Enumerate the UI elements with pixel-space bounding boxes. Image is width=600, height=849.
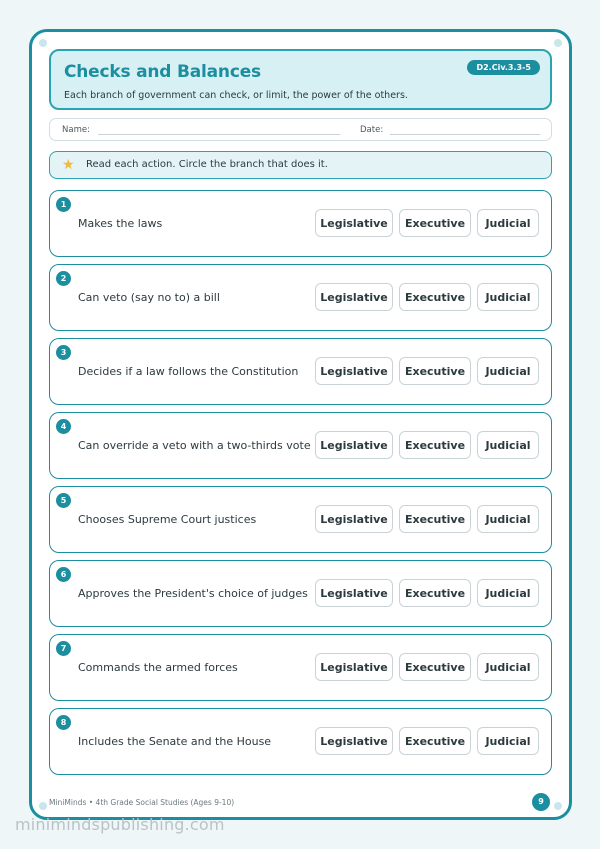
question-text: Decides if a law follows the Constitution <box>78 365 299 378</box>
question-text: Can override a veto with a two-thirds vote <box>78 439 311 452</box>
question-number-badge: 7 <box>56 641 71 656</box>
option-executive[interactable]: Executive <box>399 505 471 533</box>
branch-options <box>315 505 539 533</box>
question-number-badge: 4 <box>56 419 71 434</box>
option-executive[interactable]: Executive <box>399 209 471 237</box>
page-number-badge: 9 <box>532 793 550 811</box>
standard-code-badge: D2.Civ.3.3-5 <box>467 60 540 75</box>
option-executive[interactable]: Executive <box>399 283 471 311</box>
question-number-badge: 1 <box>56 197 71 212</box>
branch-options <box>315 209 539 237</box>
option-legislative[interactable]: Legislative <box>315 431 393 459</box>
option-judicial[interactable]: Judicial <box>477 727 539 755</box>
date-label: Date: <box>360 125 384 135</box>
question-number-badge: 5 <box>56 493 71 508</box>
option-judicial[interactable]: Judicial <box>477 579 539 607</box>
option-executive[interactable]: Executive <box>399 357 471 385</box>
question-number-badge: 3 <box>56 345 71 360</box>
instruction-text: Read each action. Circle the branch that does it. <box>86 159 328 170</box>
branch-options <box>315 431 539 459</box>
option-judicial[interactable]: Judicial <box>477 283 539 311</box>
question-number-badge: 6 <box>56 567 71 582</box>
option-judicial[interactable]: Judicial <box>477 431 539 459</box>
name-field[interactable] <box>98 134 340 135</box>
option-executive[interactable]: Executive <box>399 653 471 681</box>
question-text: Includes the Senate and the House <box>78 735 272 748</box>
name-date-row <box>49 118 552 141</box>
corner-dot <box>554 39 562 47</box>
branch-options <box>315 579 539 607</box>
question-text: Can veto (say no to) a bill <box>78 291 220 304</box>
option-legislative[interactable]: Legislative <box>315 357 393 385</box>
option-judicial[interactable]: Judicial <box>477 653 539 681</box>
corner-dot <box>39 802 47 810</box>
branch-options <box>315 727 539 755</box>
header-panel <box>49 49 552 110</box>
question-item <box>49 486 552 553</box>
question-item <box>49 634 552 701</box>
option-legislative[interactable]: Legislative <box>315 505 393 533</box>
option-legislative[interactable]: Legislative <box>315 653 393 681</box>
option-legislative[interactable]: Legislative <box>315 283 393 311</box>
question-item <box>49 412 552 479</box>
question-item <box>49 560 552 627</box>
option-executive[interactable]: Executive <box>399 727 471 755</box>
question-text: Makes the laws <box>78 217 163 230</box>
branch-options <box>315 357 539 385</box>
branch-options <box>315 283 539 311</box>
question-text: Approves the President's choice of judges <box>78 587 308 600</box>
page-subtitle: Each branch of government can check, or limit, the power of the others. <box>64 90 408 101</box>
option-judicial[interactable]: Judicial <box>477 357 539 385</box>
question-item <box>49 708 552 775</box>
corner-dot <box>39 39 47 47</box>
footer-text: MiniMinds • 4th Grade Social Studies (Ages 9-10) <box>49 798 235 807</box>
question-text: Commands the armed forces <box>78 661 238 674</box>
question-item <box>49 264 552 331</box>
date-field[interactable] <box>390 134 540 135</box>
watermark: minimindspublishing.com <box>15 815 225 834</box>
question-number-badge: 2 <box>56 271 71 286</box>
option-legislative[interactable]: Legislative <box>315 727 393 755</box>
branch-options <box>315 653 539 681</box>
option-judicial[interactable]: Judicial <box>477 209 539 237</box>
star-icon: ★ <box>62 157 75 173</box>
question-item <box>49 338 552 405</box>
page-title: Checks and Balances <box>64 62 261 82</box>
option-executive[interactable]: Executive <box>399 579 471 607</box>
worksheet-page <box>29 29 572 820</box>
corner-dot <box>554 802 562 810</box>
name-label: Name: <box>62 125 90 135</box>
question-number-badge: 8 <box>56 715 71 730</box>
option-legislative[interactable]: Legislative <box>315 579 393 607</box>
option-legislative[interactable]: Legislative <box>315 209 393 237</box>
question-item <box>49 190 552 257</box>
instruction-bar <box>49 151 552 179</box>
option-judicial[interactable]: Judicial <box>477 505 539 533</box>
option-executive[interactable]: Executive <box>399 431 471 459</box>
question-text: Chooses Supreme Court justices <box>78 513 257 526</box>
